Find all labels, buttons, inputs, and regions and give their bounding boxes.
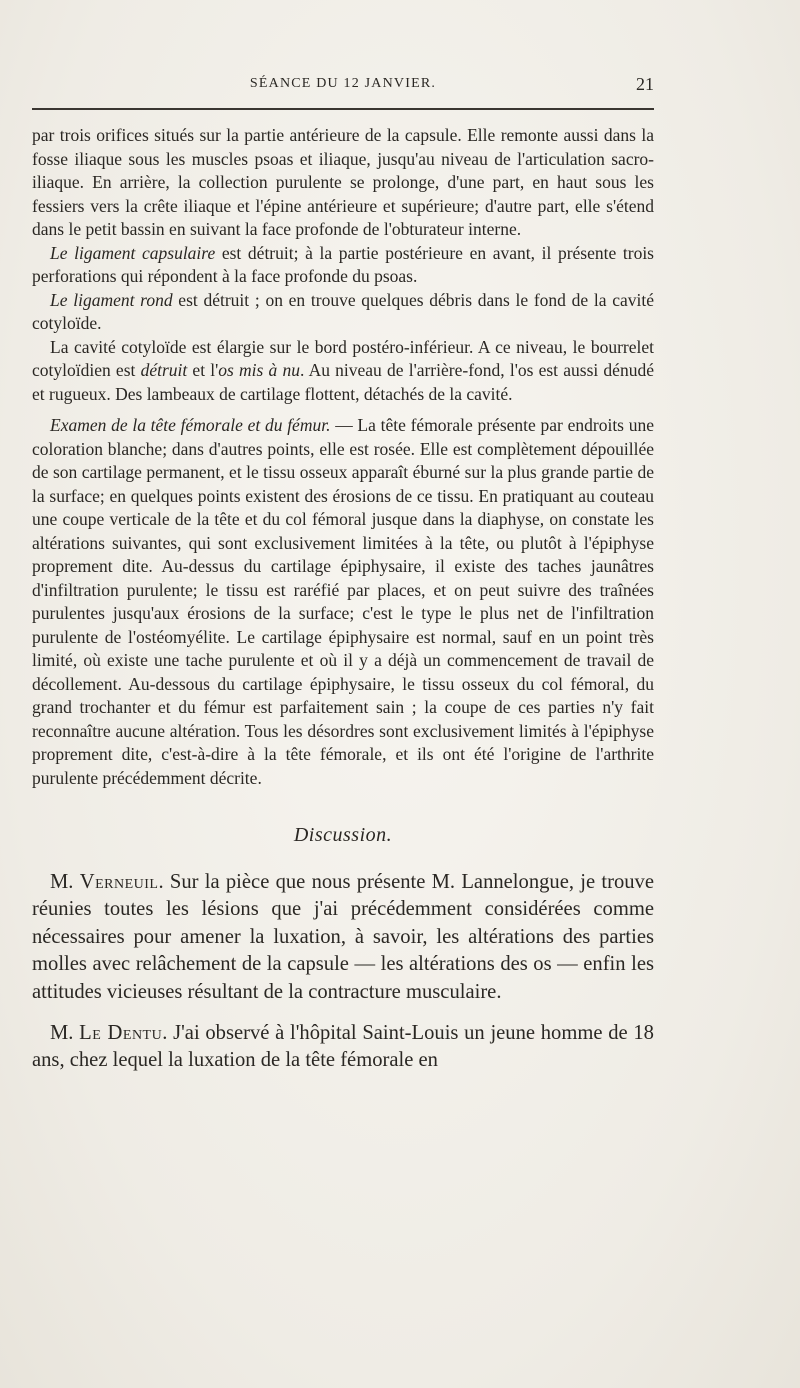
paragraph-ligament-capsulaire <box>32 242 654 289</box>
running-header <box>32 74 654 104</box>
cavite-text-c: . Au niveau de l'arrière-fond, l'os est aussi dénudé et rugueux. Des lambeaux de cartilage flottent, détachés de la cavité. <box>32 360 654 404</box>
le-dentu-text: . J'ai observé à l'hôpital Saint-Louis un jeune homme de 18 ans, chez lequel la luxation de la tête fémorale en <box>32 1022 654 1072</box>
paragraph-ligament-rond <box>32 289 654 336</box>
examen-text: — La tête fémorale présente par endroits une coloration blanche; dans d'autres points, elle est rosée. Elle est complètement dépouillée de son cartilage permanent, et le tissu osseux apparaît éburné sur la plus grande partie de la surface; en quelques points existent des érosions de ce tissu. En pratiquant au couteau une coupe verticale de la tête et du col fémoral jusque dans la diaphyse, on constate les altérations suivantes, qui sont exclusivement limitées à la tête, ou plutôt à l'épiphyse proprement dite. Au-dessus du cartilage épiphysaire, il existe des taches jaunâtres d'infiltration purulente; le tissu est raréfié par places, et on peut suivre des traînées purulentes jusqu'aux érosions de la surface; c'est le type le plus net de l'infiltration purulente de l'ostéomyélite. Le cartilage épiphysaire est normal, sauf en un point très limité, où existe une tache purulente et où il y a déjà un commencement de travail de décollement. Au-dessous du cartilage épiphysaire, le tissu osseux du col fémoral, du grand trochanter et du fémur est parfaitement sain ; la coupe de ces parties n'y fait reconnaître aucune altération. Tous les désordres sont exclusivement limités à l'épiphyse proprement dite, c'est-à-dire à la tête fémorale, et ils ont été l'origine de l'arthrite purulente précédemment décrite. <box>32 415 654 788</box>
ligament-capsulaire-text: est détruit; à la partie postérieure en avant, il présente trois perforations qui répondent à la face profonde du psoas. <box>32 242 654 286</box>
discussion-le-dentu <box>32 1020 654 1075</box>
paragraph-examen-tete-femorale <box>32 414 654 790</box>
paragraph-capsule-orifices: par trois orifices situés sur la partie antérieure de la capsule. Elle remonte aussi dans la fosse iliaque sous les muscles psoas et iliaque, jusqu'au niveau de l'articulation sacro-iliaque. En arrière, la collection purulente se prolonge, d'une part, en haut sous les fessiers vers la crête iliaque et l'épine antérieure et supérieure; d'autre part, elle s'étend dans le petit bassin en suivant la face profonde de l'obturateur interne. <box>32 125 654 239</box>
cavite-italic-os: os mis à nu <box>218 360 300 380</box>
paragraph-cavite-cotyloide <box>32 336 654 407</box>
header-title: SÉANCE DU 12 JANVIER. <box>249 76 437 91</box>
le-dentu-prefix: M. <box>50 1022 80 1045</box>
discussion-heading: Discussion. <box>293 824 393 846</box>
body-text <box>32 124 654 1075</box>
verneuil-prefix: M. <box>50 871 80 893</box>
ligament-capsulaire-label: Le ligament capsulaire <box>50 242 216 263</box>
cavite-italic-detruit: détruit <box>140 360 188 380</box>
header-rule <box>32 108 654 110</box>
verneuil-text: . Sur la pièce que nous présente M. Lannelongue, je trouve réunies toutes les lésions que j'ai précédemment considérées comme nécessaires pour amener la luxation, à savoir, les altérations des parties molles avec relâchement de la capsule — les altérations des os — enfin les attitudes vicieuses résultant de la contracture musculaire. <box>32 871 654 1003</box>
discussion-section <box>32 869 654 1075</box>
speaker-verneuil: Verneuil <box>79 871 159 893</box>
ligament-rond-text: est détruit ; on en trouve quelques débris dans le fond de la cavité cotyloïde. <box>32 289 655 333</box>
speaker-le-dentu: Le Dentu <box>79 1022 163 1045</box>
examen-label: Examen de la tête fémorale et du fémur. <box>50 415 331 435</box>
cavite-text-b: et l' <box>187 360 219 380</box>
cavite-text-a: La cavité cotyloïde est élargie sur le bord postéro-inférieur. A ce niveau, le bourrelet cotyloïdien est <box>32 336 654 380</box>
page-number: 21 <box>636 74 654 94</box>
discussion-verneuil <box>32 869 654 1006</box>
ligament-rond-label: Le ligament rond <box>50 289 173 310</box>
